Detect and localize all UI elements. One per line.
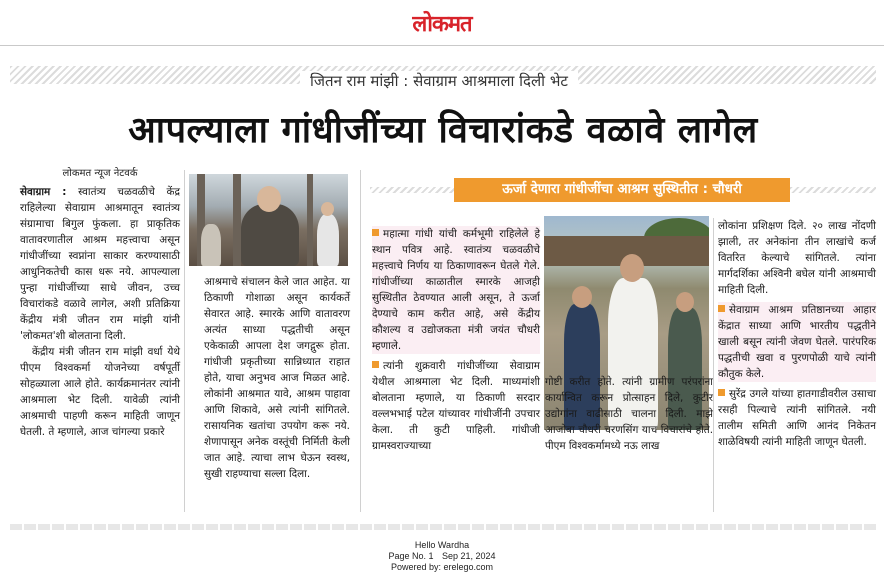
publication-date: Sep 21, 2024 — [441, 551, 496, 561]
paragraph-text: त्यांनी शुक्रवारी गांधीजींच्या सेवाग्राम येथील आश्रमाला भेट दिली. माध्यमांशी बोलताना म्हणाले, या ठिकाणी सरदार वल्लभभाई पटेल यांच्यावर गांधीजींनी उपचार केला. ती कुटी पाहिली. गांधीजी ग्रामस्वराज्याच्या — [372, 360, 540, 452]
paragraph-text: सेवाग्राम आश्रम प्रतिष्ठानच्या आहार केंद्रात साध्या आणि भारतीय पद्धतीने खाली बसून त्यांनी जेवण घेतले. पारंपरिक पद्धतीची खवा व पुरणपोळी याचे त्यांनी कौतुक केले. — [718, 304, 876, 380]
byline: लोकमत न्यूज नेटवर्क — [62, 168, 138, 179]
paragraph — [20, 184, 180, 344]
article-headline: आपल्याला गांधीजींच्या विचारांकडे वळावे लागेल — [128, 110, 758, 151]
subhead-stripe — [370, 187, 454, 193]
column-divider — [360, 170, 361, 512]
article-column-1 — [20, 166, 180, 440]
bullet-icon — [718, 389, 725, 396]
paragraph — [372, 226, 540, 354]
column-divider — [713, 218, 714, 512]
news-article — [0, 58, 884, 530]
paragraph: आश्रमाचे संचालन केले जात आहेत. या ठिकाणी गोशाळा असून कार्यकर्ते सेवारत आहे. स्मारके आणि वातावरण अत्यंत साध्या पद्धतीची असून एकेकाळी आपला देश जगद्गुरू होता. गांधीजी प्रकृतीच्या सान्निध्यात राहात होते, याचा अनुभव आज मिळत आहे. लोकांनी आश्रमात यावे, आश्रम पाहावा आणि शिकावे, असे त्यांनी सांगितले. रासायनिक खतांचा उपयोग करू नये. शेणापासून अनेक वस्तूंची निर्मिती केली जात आहे. त्याचा लाभ घेऊन स्वस्थ, सुखी राहण्याचा सल्ला दिला. — [204, 276, 350, 480]
bullet-icon — [718, 305, 725, 312]
paragraph-text: स्वातंत्र्य चळवळीचे केंद्र राहिलेल्या सेवाग्राम आश्रमातून स्वातंत्र्य संग्रामाचा बिगुल फुंकला. हा प्राकृतिक वातावरणातील आश्रम महत्त्वाचा असून गांधीजींच्या स्वप्नांना साकार करण्यासाठी आधुनिकतेची कास धरू नये. आपल्याला पुन्हा गांधीजींच्या साधे जीवन, उच्च विचारांकडे वळावे लागेल, अशी प्रतिक्रिया केंद्रीय मंत्री जीतन राम मांझी यांनी 'लोकमत'शी बोलताना दिली. — [20, 186, 180, 342]
kicker-bar — [10, 66, 876, 90]
paragraph-text: महात्मा गांधी यांची कर्मभूमी राहिलेले हे स्थान पवित्र आहे. स्वातंत्र्य चळवळीचे महत्त्वाचे निर्णय या ठिकाणावरून घेतले गेले. गांधीजींच्या काळातील स्मारके आजही सुस्थितीत ठेवण्यात आली असून, ते ऊर्जा देण्याचे काम करीत आहे, असे केंद्रीय कौशल्य व उद्योजकता मंत्री जयंत चौधरी म्हणाले. — [372, 228, 540, 352]
minister-photo — [189, 174, 348, 266]
paragraph: गोष्टी करीत होते. त्यांनी ग्रामीण परंपरांना कार्यान्वित करून प्रोत्साहन दिले, कुटीर उद्योगांना वाढीसाठी चालना दिली. माझे आजोबा चौधरी चरणसिंग याच विचारांचे होते. पीएम विश्वकर्मामध्ये नऊ लाख — [545, 376, 713, 452]
bullet-icon — [372, 229, 379, 236]
article-column-3 — [372, 226, 540, 454]
edition-name: Hello Wardha — [414, 540, 470, 550]
article-kicker: जितन राम मांझी : सेवाग्राम आश्रमाला दिली भेट — [300, 71, 578, 91]
bullet-icon — [372, 361, 379, 368]
page-footer — [0, 540, 884, 573]
paragraph — [718, 386, 876, 450]
page-number: Page No. 1 — [388, 551, 434, 561]
dateline: सेवाग्राम : — [20, 186, 67, 198]
masthead — [0, 0, 884, 46]
paragraph: लोकांना प्रशिक्षण दिले. २० लाख नोंदणी झाली, तर अनेकांना तीन लाखांचे कर्ज वितरित केल्याचे सांगितले. त्यांना मार्गदर्शिका अश्विनी बघेल यांनी आश्रमाची माहिती दिली. — [718, 220, 876, 296]
subhead-stripe — [790, 187, 876, 193]
paragraph: केंद्रीय मंत्री जीतन राम मांझी वर्धा येथे पीएम विश्वकर्मा योजनेच्या वर्षपूर्ती सोहळ्याला आले होते. कार्यक्रमानंतर त्यांनी आश्रमाला भेट दिली. यावेळी त्यांनी आश्रमाची पाहणी करून माहिती जाणून घेतली. ते म्हणाले, आज चांगल्या प्रकारे — [20, 346, 180, 438]
newspaper-logo[interactable]: लोकमत — [412, 11, 472, 37]
paragraph-text: सुरेंद्र उगले यांच्या हातगाडीवरील उसाचा रसही पिल्याचे त्यांनी सांगितले. नयी तालीम समिती आणि आनंद निकेतन शाळेविषयी त्यांनी माहिती जाणून घेतली. — [718, 388, 876, 448]
article-column-5 — [718, 218, 876, 450]
column-divider — [184, 170, 185, 512]
powered-by[interactable]: Powered by: erelego.com — [390, 562, 494, 572]
paragraph — [718, 302, 876, 382]
article-column-2 — [204, 274, 350, 482]
article-column-4 — [545, 374, 713, 454]
page-info — [0, 551, 884, 562]
article-subhead: ऊर्जा देणारा गांधीजींचा आश्रम सुस्थितीत : चौधरी — [454, 178, 790, 202]
bottom-stripe — [10, 524, 876, 530]
paragraph — [372, 358, 540, 454]
